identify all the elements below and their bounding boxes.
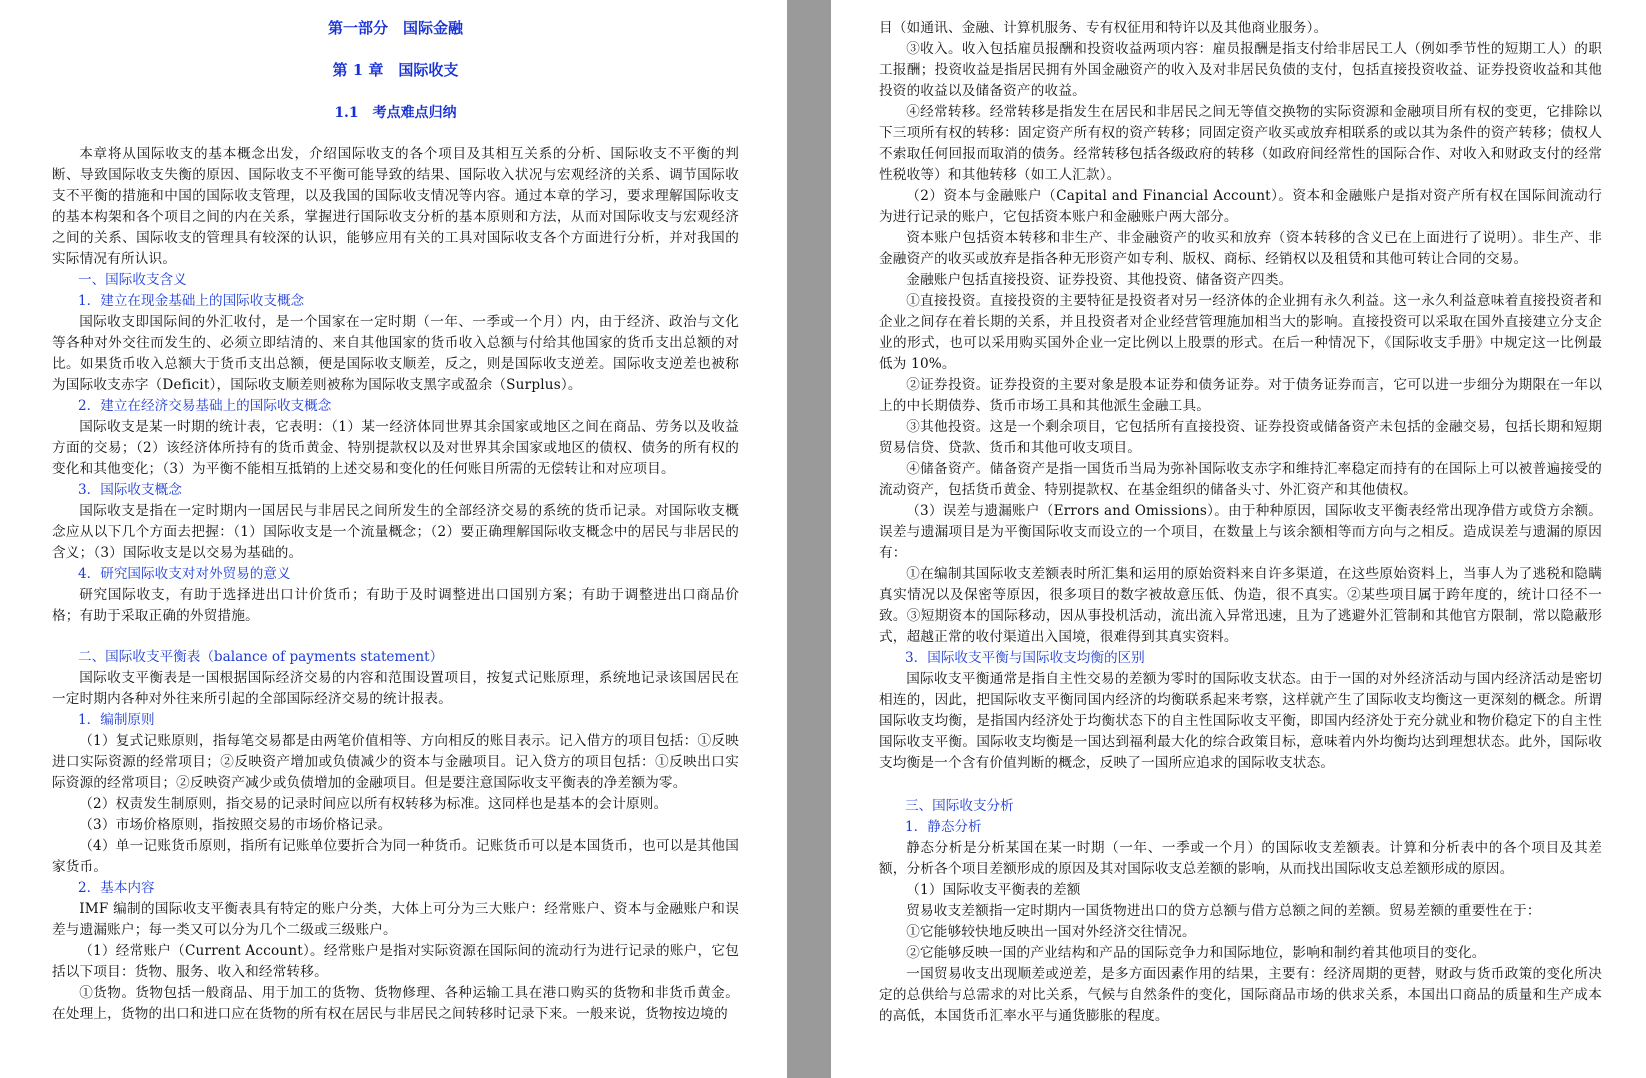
paragraph-current-transfer: ④经常转移。经常转移是指发生在居民和非居民之间无等值交换物的实际资源和金融项目所有权的变更，它排除以下三项所有权的转移：固定资产所有权的资产转移；同固定资产收买或放弃相联系的或以其为条件的资产转移；债权人不索取任何回报而取消的债务。经常转移包括各级政府的转移（如政府间经常性的国际合作、对收入和财政支付的经常性税收等）和其他转移（如工人汇款）。 xyxy=(879,104,1602,183)
paragraph-direct-investment: ①直接投资。直接投资的主要特征是投资者对另一经济体的企业拥有永久利益。这一永久利益意味着直接投资者和企业之间存在着长期的关系，并且投资者对企业经营管理施加相当大的影响。直接投资可以采取在国外直接建立分支企业的形式，也可以采用购买国外企业一定比例以上股票的形式。在后一种情况下，《国际收支手册》中规定这一比例最低为 10%。 xyxy=(879,293,1602,372)
page-right xyxy=(831,0,1646,1078)
paragraph-cash-basis: 国际收支即国际间的外汇收付，是一个国家在一定时期（一年、一季或一个月）内，由于经济、政治与文化等各种对外交往而发生的、必须立即结清的、来自其他国家的货币收入总额与付给其他国家的货币支出总额的对比。如果货币收入总额大于货币支出总额，便是国际收支顺差，反之，则是国际收支逆差。国际收支逆差也被称为国际收支赤字（Deficit），国际收支顺差则被称为国际收支黑字或盈余（Surplus）。 xyxy=(52,314,739,393)
heading-bop-meaning: 一、国际收支含义 xyxy=(78,272,187,288)
paragraph-other-investment: ③其他投资。这是一个剩余项目，它包括所有直接投资、证券投资或储备资产未包括的金融交易，包括长期和短期贸易信贷、贷款、货币和其他可收支项目。 xyxy=(879,419,1602,456)
paragraph-imf-accounts: IMF 编制的国际收支平衡表具有特定的账户分类，大体上可分为三大账户：经常账户、资本与金融账户和误差与遗漏账户；每一类又可以分为几个二级或三级账户。 xyxy=(52,901,739,938)
paragraph-balance-vs-equilibrium: 国际收支平衡通常是指自主性交易的差额为零时的国际收支状态。由于一国的对外经济活动与国内经济活动是密切相连的，因此，把国际收支平衡同国内经济的均衡联系起来考察，这样就产生了国际收支均衡这一更深刻的概念。所谓国际收支均衡，是指国内经济处于均衡状态下的自主性国际收支平衡，即国内经济处于充分就业和物价稳定下的自主性国际收支平衡。国际收支均衡是一国达到福利最大化的综合政策目标，意味着内外均衡均达到理想状态。此外，国际收支均衡是一个含有价值判断的概念，反映了一国所应追求的国际收支状态。 xyxy=(879,671,1602,771)
paragraph-goods: ①货物。货物包括一般商品、用于加工的货物、货物修理、各种运输工具在港口购买的货物和非货币黄金。在处理上，货物的出口和进口应在货物的所有权在居民与非居民之间转移时记录下来。一般来说，货物按边境的 xyxy=(52,985,739,1022)
paragraph-transaction-basis: 国际收支是某一时期的统计表，它表明：（1）某一经济体同世界其余国家或地区之间在商品、劳务以及收益方面的交易；（2）该经济体所持有的货币黄金、特别提款权以及对世界其余国家或地区的债权、债务的所有权的变化和其他变化；（3）为平衡不能相互抵销的上述交易和变化的任何账目所需的无偿转让和对应项目。 xyxy=(52,419,739,477)
paragraph-balance-differences: （1）国际收支平衡表的差额 xyxy=(906,882,1081,898)
paragraph-accrual: （2）权责发生制原则，指交易的记录时间应以所有权转移为标准。这同样也是基本的会计原则。 xyxy=(79,796,668,812)
heading-transaction-basis: 2．建立在经济交易基础上的国际收支概念 xyxy=(78,398,332,414)
page-left xyxy=(0,0,787,1078)
page-gap xyxy=(787,0,831,1078)
heading-basic-content: 2．基本内容 xyxy=(78,880,155,896)
paragraph-financial-account: 金融账户包括直接投资、证券投资、其他投资、储备资产四类。 xyxy=(906,272,1293,288)
part-title: 第一部分 国际金融 xyxy=(327,19,463,37)
heading-balance-vs-equilibrium: 3．国际收支平衡与国际收支均衡的区别 xyxy=(905,650,1145,666)
heading-bop-statement: 二、国际收支平衡表（balance of payments statement） xyxy=(78,649,444,665)
heading-principles: 1．编制原则 xyxy=(78,712,155,728)
paragraph-income: ③收入。收入包括雇员报酬和投资收益两项内容：雇员报酬是指支付给非居民工人（例如季节性的短期工人）的职工报酬；投资收益是指居民拥有外国金融资产的收入及对非居民负债的支付，包括直接投资收益、证券投资收益和其他投资的收益以及储备资产的收益。 xyxy=(879,41,1602,99)
paragraph-market-price: （3）市场价格原则，指按照交易的市场价格记录。 xyxy=(79,817,392,833)
intro-paragraph: 本章将从国际收支的基本概念出发，介绍国际收支的各个项目及其相互关系的分析、国际收支不平衡的判断、导致国际收支失衡的原因、国际收支不平衡可能导致的结果、国际收入状况与宏观经济的关系、调节国际收支不平衡的措施和中国的国际收支管理，以及我国的国际收支情况等内容。通过本章的学习，要求理解国际收支的基本构架和各个项目之间的内在关系，掌握进行国际收支分析的基本原则和方法，从而对国际收支与宏观经济之间的关系、国际收支的管理具有较深的认识，能够应用有关的工具对国际收支各个方面进行分析，并对我国的实际情况有所认识。 xyxy=(52,146,739,267)
paragraph-services-cont: 目（如通讯、金融、计算机服务、专有权征用和特许以及其他商业服务）。 xyxy=(879,20,1328,36)
paragraph-capital-financial: （2）资本与金融账户（Capital and Financial Account）。资本和金融账户是指对资产所有权在国际间流动行为进行记录的账户，它包括资本账户和金融账户两大部分。 xyxy=(879,188,1602,225)
heading-static-analysis: 1．静态分析 xyxy=(905,819,982,835)
paragraph-trade-balance: 贸易收支差额指一定时期内一国货物进出口的贷方总额与借方总额之间的差额。贸易差额的重要性在于： xyxy=(906,903,1541,919)
paragraph-errors-reasons: ①在编制其国际收支差额表时所汇集和运用的原始资料来自许多渠道，在这些原始资料上，当事人为了逃税和隐瞒真实情况以及保密等原因，很多项目的数字被故意压低、伪造，很不真实。②某些项目属于跨年度的，统计口径不一致。③短期资本的国际移动，因从事投机活动，流出流入异常迅速，且为了逃避外汇管制和其他官方限制，常以隐蔽形式，超越正常的收付渠道出入国境，很难得到其真实资料。 xyxy=(879,566,1602,645)
paragraph-reserve-assets: ④储备资产。储备资产是指一国货币当局为弥补国际收支赤字和维持汇率稳定而持有的在国际上可以被普遍接受的流动资产，包括货币黄金、特别提款权、在基金组织的储备头寸、外汇资产和其他债权。 xyxy=(879,461,1602,498)
paragraph-capital-account: 资本账户包括资本转移和非生产、非金融资产的收买和放弃（资本转移的含义已在上面进行了说明）。非生产、非金融资产的收买或放弃是指各种无形资产如专利、版权、商标、经销权以及租赁和其他可转让合同的交易。 xyxy=(879,230,1602,267)
heading-bop-concept: 3．国际收支概念 xyxy=(78,482,182,498)
paragraph-double-entry: （1）复式记账原则，指每笔交易都是由两笔价值相等、方向相反的账目表示。记入借方的项目包括：①反映进口实际资源的经常项目；②反映资产增加或负债减少的资本与金融项目。记入贷方的项目包括：①反映出口实际资源的经常项目；②反映资产减少或负债增加的金融项目。但是要注意国际收支平衡表的净差额为零。 xyxy=(52,733,739,791)
paragraph-trade-significance: 研究国际收支，有助于选择进出口计价货币；有助于及时调整进出口国别方案；有助于调整进出口商品价格；有助于采取正确的外贸措施。 xyxy=(52,587,739,624)
heading-bop-analysis: 三、国际收支分析 xyxy=(905,798,1014,814)
section-title: 1.1 考点难点归纳 xyxy=(334,105,457,121)
paragraph-trade-factors: 一国贸易收支出现顺差或逆差，是多方面因素作用的结果，主要有：经济周期的更替，财政与货币政策的变化所决定的总供给与总需求的对比关系，气候与自然条件的变化，国际商品市场的供求关系，本国出口商品的质量和生产成本的高低，本国货币汇率水平与通货膨胀的程度。 xyxy=(879,966,1602,1024)
paragraph-bop-concept: 国际收支是指在一定时期内一国居民与非居民之间所发生的全部经济交易的系统的货币记录。对国际收支概念应从以下几个方面去把握：（1）国际收支是一个流量概念；（2）要正确理解国际收支概念中的居民与非居民的含义；（3）国际收支是以交易为基础的。 xyxy=(52,503,739,561)
paragraph-portfolio-investment: ②证券投资。证券投资的主要对象是股本证券和债务证券。对于债务证券而言，它可以进一步细分为期限在一年以上的中长期债券、货币市场工具和其他派生金融工具。 xyxy=(879,377,1602,414)
chapter-title: 第 1 章 国际收支 xyxy=(332,61,459,79)
paragraph-errors-omissions: （3）误差与遗漏账户（Errors and Omissions）。由于种种原因，国际收支平衡表经常出现净借方或贷方余额。误差与遗漏项目是为平衡国际收支而设立的一个项目，在数量上与该余额相等而方向与之相反。造成误差与遗漏的原因有： xyxy=(879,503,1602,561)
paragraph-trade-point-1: ①它能够较快地反映出一国对外经济交往情况。 xyxy=(906,924,1196,940)
paragraph-single-currency: （4）单一记账货币原则，指所有记账单位要折合为同一种货币。记账货币可以是本国货币，也可以是其他国家货币。 xyxy=(52,838,739,875)
paragraph-current-account: （1）经常账户（Current Account）。经常账户是指对实际资源在国际间的流动行为进行记录的账户，它包括以下项目：货物、服务、收入和经常转移。 xyxy=(52,943,739,980)
heading-trade-significance: 4．研究国际收支对对外贸易的意义 xyxy=(78,566,291,582)
paragraph-bop-statement: 国际收支平衡表是一国根据国际经济交易的内容和范围设置项目，按复式记账原理，系统地记录该国居民在一定时期内各种对外往来所引起的全部国际经济交易的统计报表。 xyxy=(52,670,739,707)
paragraph-trade-point-2: ②它能够反映一国的产业结构和产品的国际竞争力和国际地位，影响和制约着其他项目的变化。 xyxy=(906,945,1486,961)
heading-cash-basis: 1．建立在现金基础上的国际收支概念 xyxy=(78,293,305,309)
paragraph-static-analysis: 静态分析是分析某国在某一时期（一年、一季或一个月）的国际收支差额表。计算和分析表中的各个项目及其差额，分析各个项目差额形成的原因及其对国际收支总差额的影响，从而找出国际收支总差额形成的原因。 xyxy=(879,840,1602,877)
